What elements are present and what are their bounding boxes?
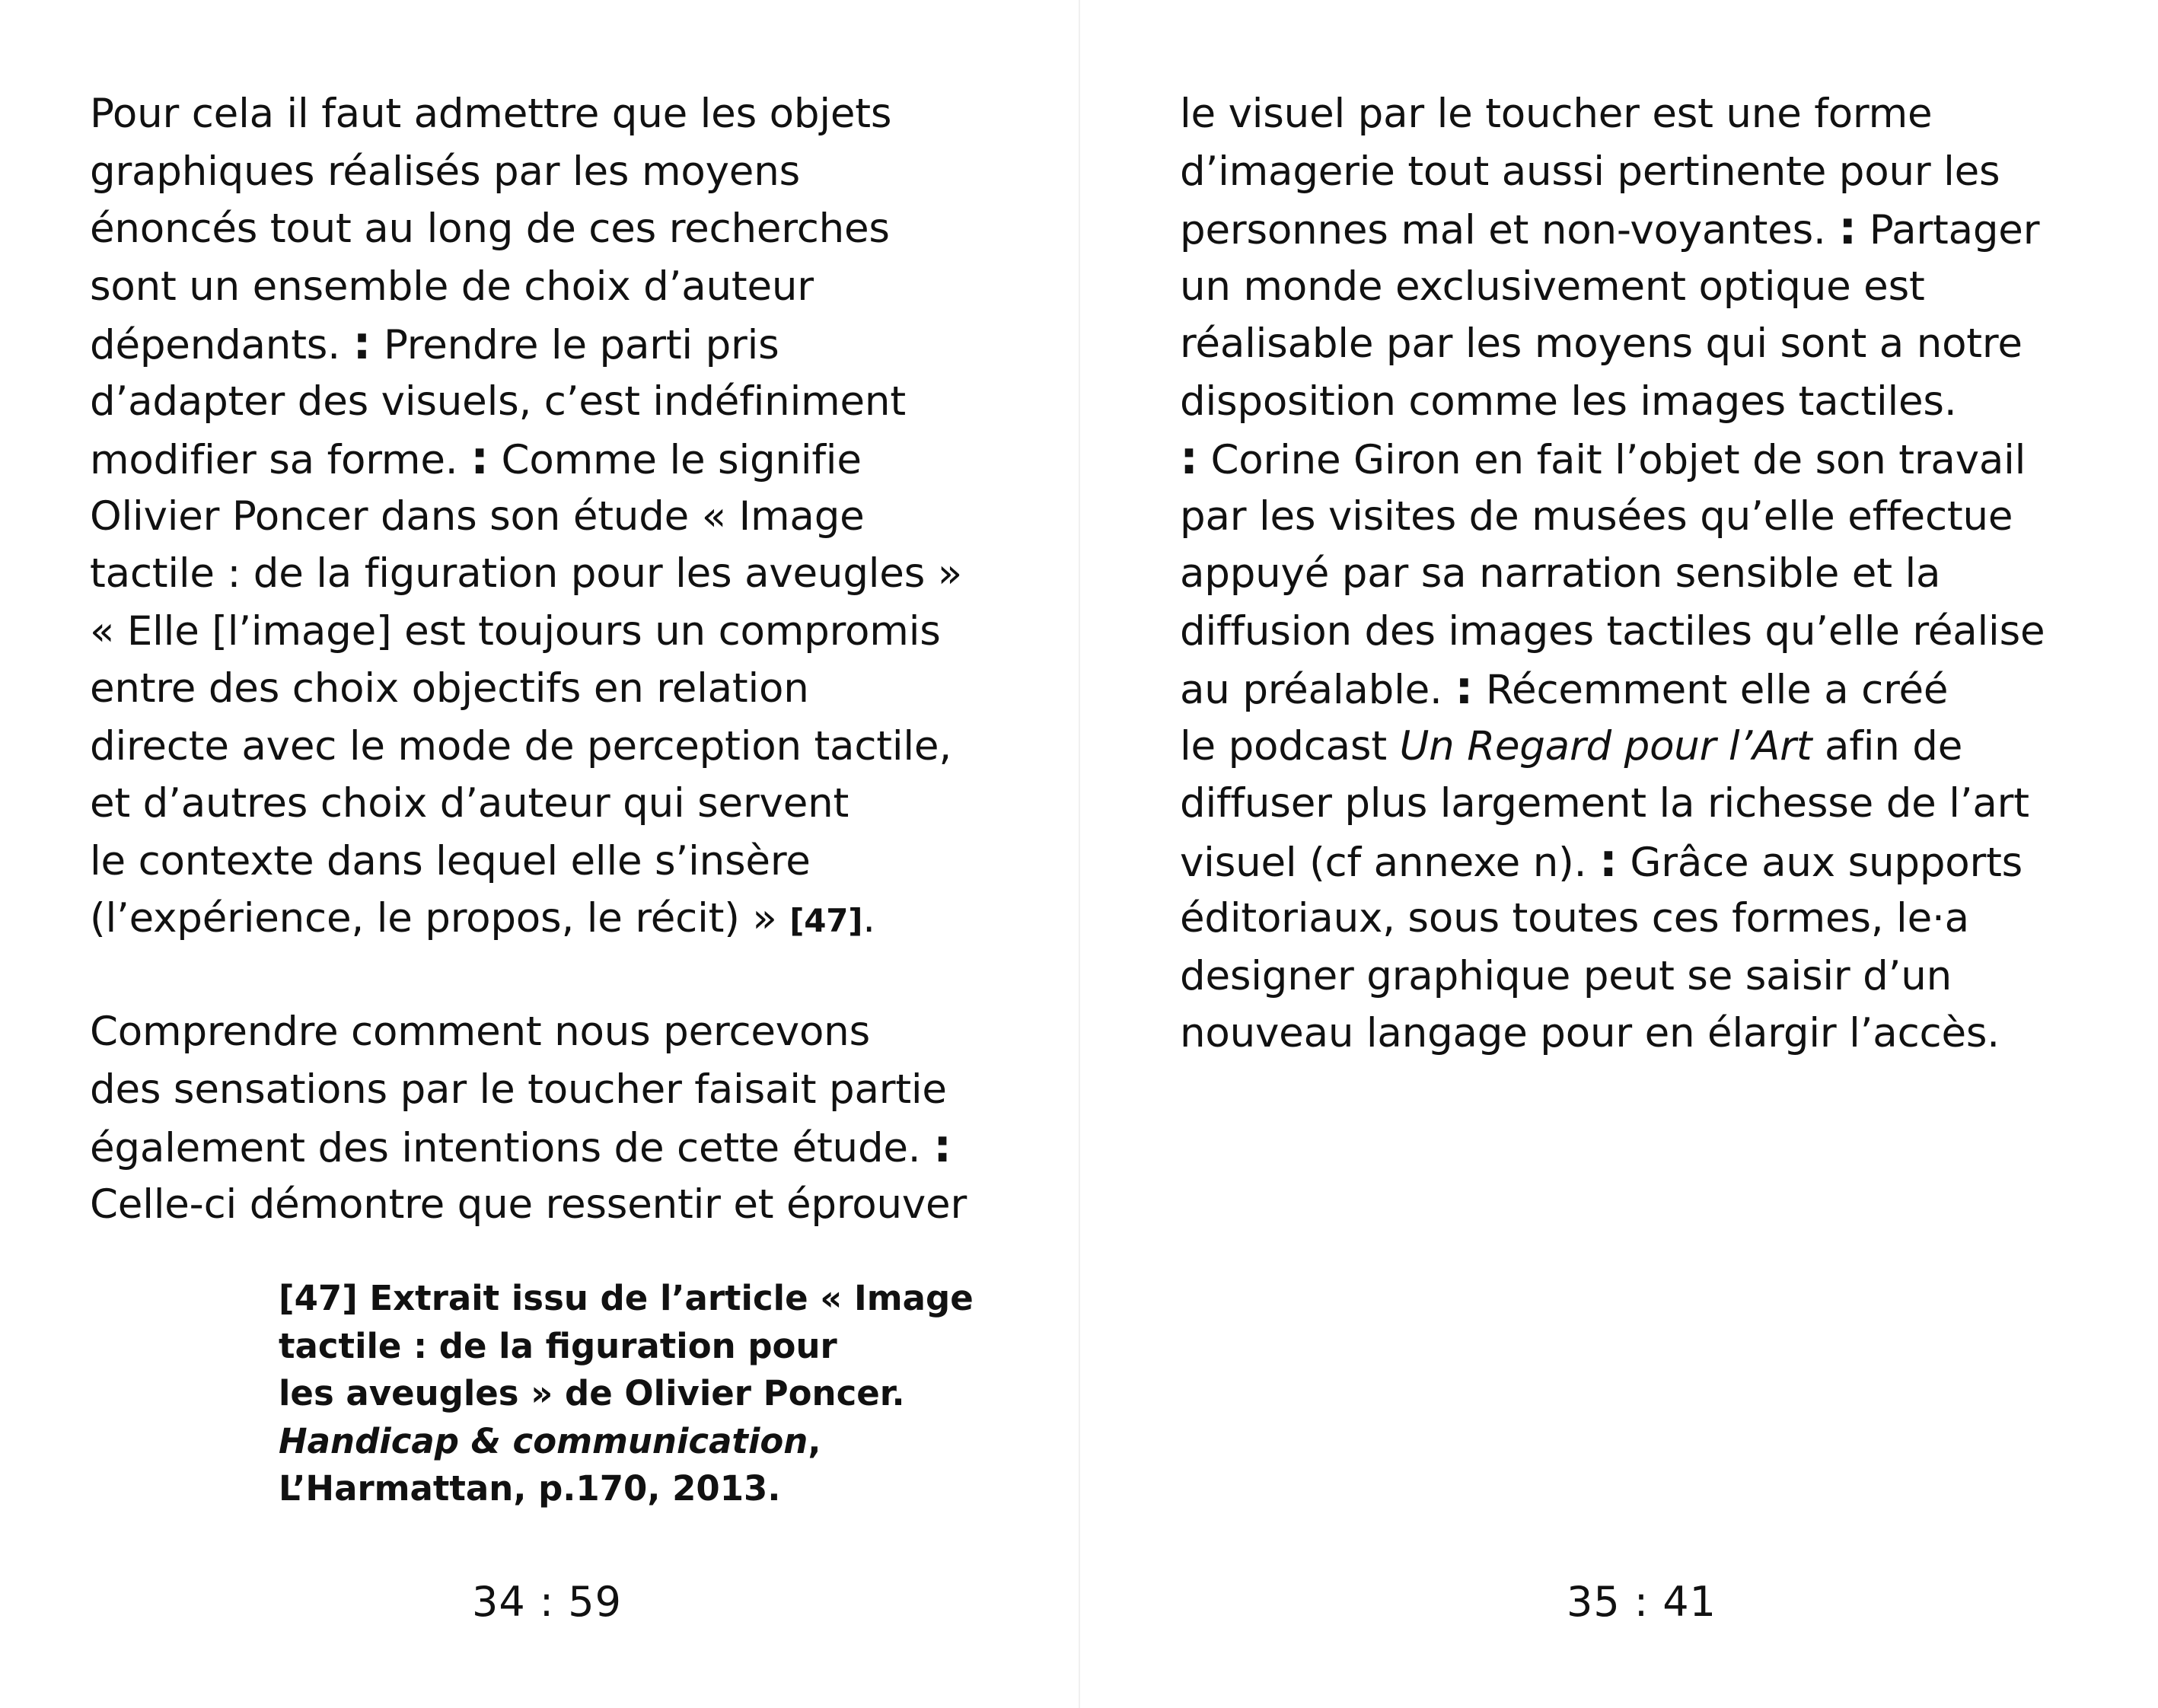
text-line: Comprendre comment nous percevons — [90, 1009, 870, 1055]
text-line: disposition comme les images tactiles. — [1180, 378, 1957, 425]
separator-mark: : — [1455, 661, 1474, 715]
right-page — [1079, 0, 2158, 1708]
footnote-reference[interactable]: [47] — [789, 902, 863, 939]
text-run: au préalable. — [1180, 667, 1442, 713]
text-line — [1180, 833, 2045, 891]
text-line: d’imagerie tout aussi pertinente pour les — [1180, 148, 2000, 195]
footnote-line: L’Harmattan, p.170, 2013. — [279, 1468, 781, 1509]
text-run: également des intentions de cette étude. — [90, 1125, 921, 1171]
text-line: Olivier Poncer dans son étude « Image — [90, 492, 865, 540]
text-line: sont un ensemble de choix d’auteur — [90, 263, 814, 310]
text-line: le visuel par le toucher est une forme — [1180, 91, 1933, 137]
text-run: personnes mal et non-voyantes. — [1180, 207, 1826, 253]
separator-mark: : — [1599, 833, 1618, 887]
footnote-line: les aveugles » de Olivier Poncer. — [279, 1373, 905, 1413]
page-number-right: 35 : 41 — [1567, 1578, 1717, 1626]
separator-mark: : — [352, 317, 371, 370]
text-line: tactile : de la figuration pour les aveugles » — [90, 550, 962, 597]
text-line: appuyé par sa narration sensible et la — [1180, 550, 1941, 597]
separator-mark: : — [933, 1120, 951, 1173]
text-line — [1180, 200, 2045, 258]
text-line: d’adapter des visuels, c’est indéfiniment — [90, 378, 906, 425]
text-line: le contexte dans lequel elle s’insère — [90, 837, 811, 884]
text-line: directe avec le mode de perception tactile, — [90, 722, 951, 770]
text-line: et d’autres choix d’auteur qui servent — [90, 780, 849, 827]
text-run: Comme le signifie — [501, 437, 862, 483]
footnote-italic-title: Handicap & communication — [279, 1420, 808, 1461]
left-paragraph-2 — [90, 1003, 967, 1233]
text-run: . — [862, 895, 875, 942]
text-line: Pour cela il faut admettre que les objets — [90, 91, 892, 137]
text-run: dépendants. — [90, 322, 340, 368]
text-line: Celle-ci démontre que ressentir et éprouver — [90, 1181, 967, 1228]
text-run: Prendre le parti pris — [383, 322, 779, 368]
text-run: Récemment elle a créé — [1485, 667, 1949, 713]
text-line: par les visites de musées qu’elle effectue — [1180, 492, 2013, 540]
text-run: Grâce aux supports — [1630, 839, 2023, 886]
text-line: un monde exclusivement optique est — [1180, 263, 1925, 310]
text-run: Corine Giron en fait l’objet de son travail — [1210, 437, 2026, 483]
podcast-title: Un Regard pour l’Art — [1399, 722, 1812, 770]
text-line: des sensations par le toucher faisait partie — [90, 1066, 947, 1113]
text-line: designer graphique peut se saisir d’un — [1180, 952, 1952, 999]
text-line — [90, 1118, 967, 1176]
text-line: énoncés tout au long de ces recherches — [90, 206, 890, 252]
text-line: diffuser plus largement la richesse de l’art — [1180, 780, 2029, 827]
text-line — [90, 890, 962, 948]
text-line: diffusion des images tactiles qu’elle réalise — [1180, 607, 2045, 655]
text-run: , — [808, 1420, 821, 1461]
footnote-line: tactile : de la figuration pour — [279, 1325, 837, 1366]
separator-mark: : — [1838, 202, 1857, 255]
text-line: « Elle [l’image] est toujours un compromis — [90, 607, 941, 655]
footnote-line: [47] Extrait issu de l’article « Image — [279, 1278, 974, 1318]
text-run: le podcast — [1180, 722, 1387, 770]
text-run: (l’expérience, le propos, le récit) » — [90, 895, 777, 942]
text-line — [1180, 660, 2045, 718]
separator-mark: : — [470, 432, 489, 485]
text-run: modifier sa forme. — [90, 437, 458, 483]
text-run: afin de — [1824, 722, 1963, 770]
separator-mark: : — [1180, 432, 1198, 485]
text-run: Partager — [1869, 207, 2040, 253]
footnote-line — [279, 1418, 974, 1466]
left-paragraph-1 — [90, 85, 962, 948]
right-paragraph-1 — [1180, 85, 2045, 1063]
page-number-left: 34 : 59 — [472, 1578, 622, 1626]
text-line: réalisable par les moyens qui sont a notre — [1180, 320, 2023, 367]
text-line — [1180, 430, 2045, 488]
text-line: graphiques réalisés par les moyens — [90, 148, 800, 195]
text-line — [90, 315, 962, 373]
text-line: éditoriaux, sous toutes ces formes, le·a — [1180, 895, 1969, 942]
text-run: visuel (cf annexe n). — [1180, 839, 1587, 886]
footnote-47 — [279, 1275, 974, 1513]
text-line: nouveau langage pour en élargir l’accès. — [1180, 1010, 2000, 1056]
text-line — [1180, 718, 2045, 776]
text-line: entre des choix objectifs en relation — [90, 665, 809, 712]
text-line — [90, 430, 962, 488]
